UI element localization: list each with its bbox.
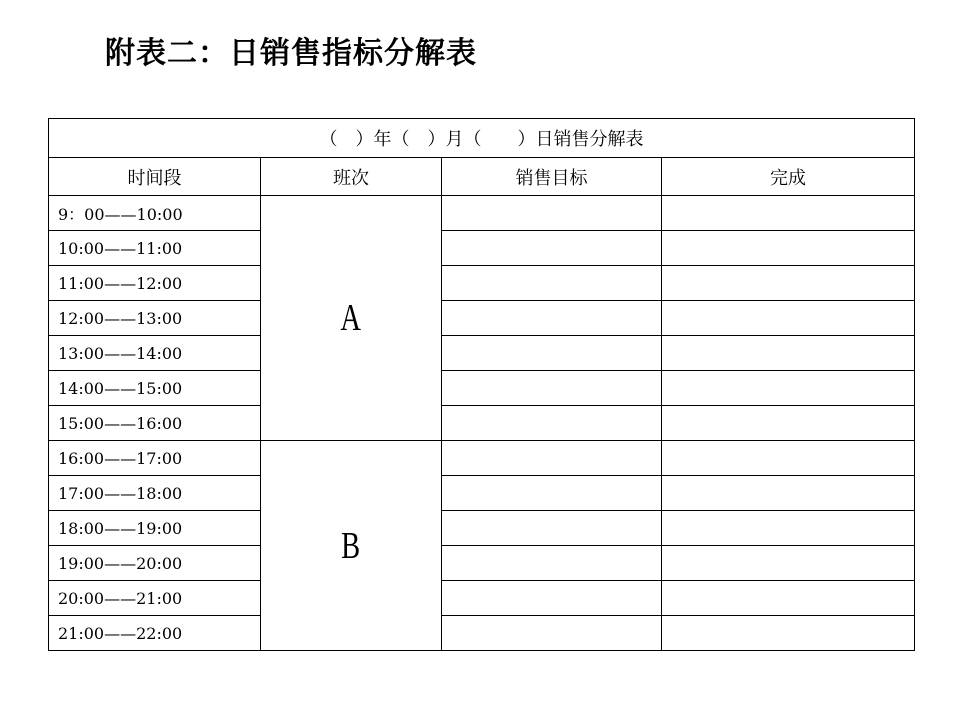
table-body xyxy=(49,196,915,651)
time-slot-cell: 11:00——12:00 xyxy=(49,266,261,301)
completion-cell[interactable] xyxy=(662,581,915,616)
table-row xyxy=(49,441,915,476)
sales-breakdown-table xyxy=(48,118,915,651)
time-slot-cell: 18:00——19:00 xyxy=(49,511,261,546)
time-slot-cell: 21:00——22:00 xyxy=(49,616,261,651)
shift-label: A xyxy=(340,297,362,339)
time-slot-cell: 16:00——17:00 xyxy=(49,441,261,476)
time-slot-cell: 19:00——20:00 xyxy=(49,546,261,581)
column-header-done: 完成 xyxy=(662,158,915,196)
sales-target-cell[interactable] xyxy=(442,581,662,616)
table-row xyxy=(49,546,915,581)
completion-cell[interactable] xyxy=(662,266,915,301)
time-slot-cell: 10:00——11:00 xyxy=(49,231,261,266)
table-caption: （ ）年（ ）月（ ）日销售分解表 xyxy=(49,119,915,158)
table-row xyxy=(49,581,915,616)
completion-cell[interactable] xyxy=(662,336,915,371)
completion-cell[interactable] xyxy=(662,406,915,441)
time-slot-cell: 13:00——14:00 xyxy=(49,336,261,371)
time-slot-cell: 14:00——15:00 xyxy=(49,371,261,406)
completion-cell[interactable] xyxy=(662,546,915,581)
sales-target-cell[interactable] xyxy=(442,476,662,511)
sales-target-cell[interactable] xyxy=(442,546,662,581)
sales-target-cell[interactable] xyxy=(442,511,662,546)
sales-target-cell[interactable] xyxy=(442,301,662,336)
table-row xyxy=(49,196,915,231)
sales-target-cell[interactable] xyxy=(442,196,662,231)
sales-target-cell[interactable] xyxy=(442,406,662,441)
time-slot-cell: 20:00——21:00 xyxy=(49,581,261,616)
completion-cell[interactable] xyxy=(662,511,915,546)
sales-target-cell[interactable] xyxy=(442,266,662,301)
shift-cell xyxy=(261,196,442,441)
sales-target-cell[interactable] xyxy=(442,336,662,371)
completion-cell[interactable] xyxy=(662,371,915,406)
table-row xyxy=(49,231,915,266)
sales-target-cell[interactable] xyxy=(442,371,662,406)
sales-target-cell[interactable] xyxy=(442,231,662,266)
column-header-shift: 班次 xyxy=(261,158,442,196)
completion-cell[interactable] xyxy=(662,196,915,231)
page-title: 附表二：日销售指标分解表 xyxy=(105,36,477,71)
sales-target-cell[interactable] xyxy=(442,616,662,651)
completion-cell[interactable] xyxy=(662,476,915,511)
column-header-time: 时间段 xyxy=(49,158,261,196)
completion-cell[interactable] xyxy=(662,616,915,651)
table-row xyxy=(49,266,915,301)
completion-cell[interactable] xyxy=(662,301,915,336)
table-row xyxy=(49,476,915,511)
table-row xyxy=(49,511,915,546)
time-slot-cell: 12:00——13:00 xyxy=(49,301,261,336)
sales-target-cell[interactable] xyxy=(442,441,662,476)
time-slot-cell: 17:00——18:00 xyxy=(49,476,261,511)
completion-cell[interactable] xyxy=(662,441,915,476)
table-row xyxy=(49,371,915,406)
table-row xyxy=(49,301,915,336)
table-row xyxy=(49,406,915,441)
completion-cell[interactable] xyxy=(662,231,915,266)
shift-label: B xyxy=(341,524,361,567)
table-row xyxy=(49,616,915,651)
shift-cell xyxy=(261,441,442,651)
time-slot-cell: 15:00——16:00 xyxy=(49,406,261,441)
time-slot-cell: 9：00——10:00 xyxy=(49,196,261,231)
column-header-target: 销售目标 xyxy=(442,158,662,196)
table-row xyxy=(49,336,915,371)
